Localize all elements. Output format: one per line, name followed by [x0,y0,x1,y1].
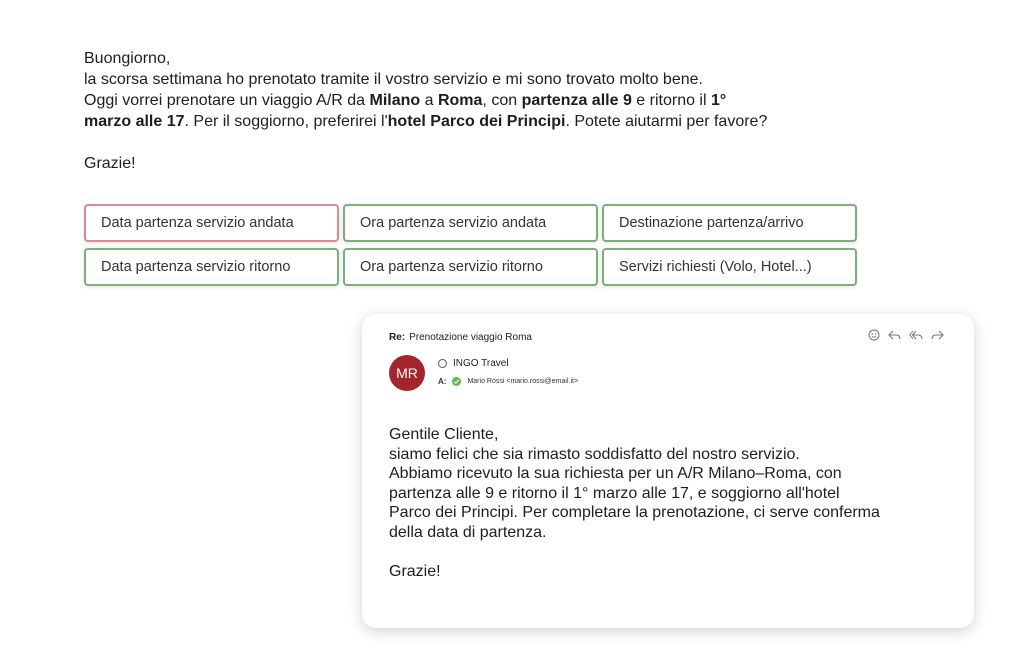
email-to [438,377,578,386]
request-text: . Per il soggiorno, preferirei l' [184,113,388,130]
emoji-icon[interactable] [868,329,880,344]
request-closing: Grazie! [84,155,136,172]
email-reply-card [362,314,974,628]
request-line-2 [84,90,864,111]
customer-request-message [84,48,864,174]
request-origin: Milano [369,92,421,109]
request-hotel: hotel Parco dei Principi [387,113,566,130]
email-from [438,358,509,369]
subject-text: Prenotazione viaggio Roma [409,332,532,343]
request-return-time: marzo alle 17 [84,113,185,130]
body-line-1: siamo felici che sia rimasto soddisfatto del nostro servizio. [389,445,800,463]
request-text: Oggi vorrei prenotare un viaggio A/R da [84,92,370,109]
forward-icon[interactable] [931,329,944,344]
request-text: a [420,92,438,109]
avatar: MR [389,355,425,391]
body-greeting: Gentile Cliente, [389,426,499,443]
subject-prefix: Re: [389,332,406,343]
request-line-1: la scorsa settimana ho prenotato tramite il vostro servizio e mi sono trovato molto bene. [84,71,703,88]
request-departure: partenza alle 9 [521,92,632,109]
reply-icon[interactable] [888,329,901,344]
request-text: , con [482,92,522,109]
chip-servizi-richiesti[interactable]: Servizi richiesti (Volo, Hotel...) [602,248,857,286]
body-line-3: partenza alle 9 e ritorno il 1° marzo alle 17, e soggiorno all'hotel [389,484,840,502]
email-body [389,425,959,581]
request-destination: Roma [437,92,483,109]
email-subject [389,332,532,343]
request-line-3 [84,111,864,132]
request-text: e ritorno il [631,92,711,109]
body-line-4: Parco dei Principi. Per completare la prenotazione, ci serve conferma [389,504,880,521]
request-greeting: Buongiorno, [84,50,171,67]
request-text: . Potete aiutarmi per favore? [565,113,768,130]
chip-ora-partenza-ritorno[interactable]: Ora partenza servizio ritorno [343,248,598,286]
chip-destinazione[interactable]: Destinazione partenza/arrivo [602,204,857,242]
sender-status-icon [438,359,447,368]
check-icon [452,377,461,386]
body-line-5: della data di partenza. [389,523,547,541]
body-closing: Grazie! [389,562,441,580]
body-line-2: Abbiamo ricevuto la sua richiesta per un A/R Milano–Roma, con [389,465,842,482]
to-label: A: [438,377,447,386]
recipient: Mario Rossi <mario.rossi@email.it> [467,378,579,385]
reply-all-icon[interactable] [909,329,923,344]
sender-name: INGO Travel [453,358,509,369]
email-actions [868,329,944,344]
request-return-day: 1° [710,92,727,109]
chip-data-partenza-andata[interactable]: Data partenza servizio andata [84,204,339,242]
chip-data-partenza-ritorno[interactable]: Data partenza servizio ritorno [84,248,339,286]
entity-chips [84,204,857,286]
chip-ora-partenza-andata[interactable]: Ora partenza servizio andata [343,204,598,242]
